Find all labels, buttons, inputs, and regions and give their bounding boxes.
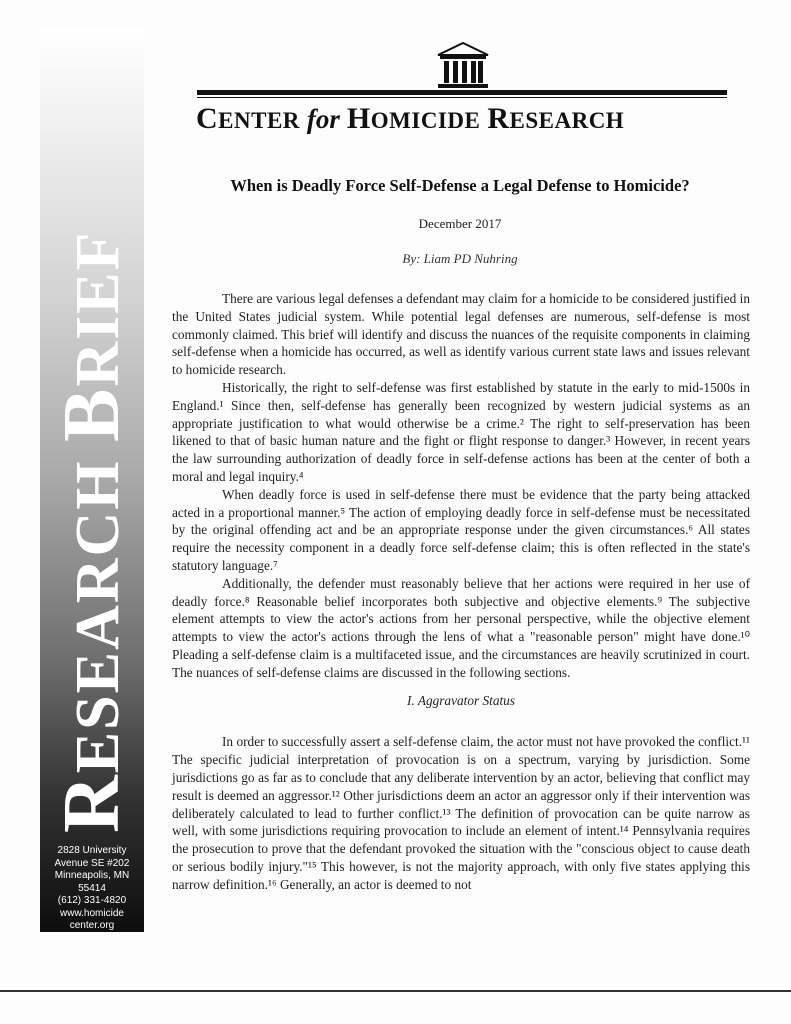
paragraph: Historically, the right to self-defense was first established by statute in the early to mid-1500s in England.¹ Since then, self-defense has generally been recognized by western judicial systems as an appropriate justification to what would otherwise be a crime.² The right to self-preservation has been likened to that of basic human nature and the fight or flight response to danger.³ However, in recent years the law surrounding authorization of deadly force in self-defense actions has been at the center of both a moral and legal inquiry.⁴ bbox=[172, 379, 750, 484]
header-rule bbox=[197, 90, 727, 95]
address-line: Minneapolis, MN bbox=[54, 870, 130, 881]
website-line: center.org bbox=[69, 920, 115, 931]
address-line: 2828 University bbox=[57, 845, 127, 856]
organization-name: CENTER for HOMICIDE RESEARCH bbox=[196, 102, 625, 135]
header-rule bbox=[197, 97, 727, 98]
research-brief-vertical-title: RESEARCH BRIEF bbox=[48, 230, 136, 833]
author-byline: By: Liam PD Nuhring bbox=[402, 251, 518, 266]
address-block bbox=[40, 845, 144, 933]
paragraph: Additionally, the defender must reasonably believe that her actions were required in her use of deadly force.⁸ Reasonable belief incorporates both subjective and objective elements.⁹ The subjective element attempts to view the actor's actions from her personal perspective, while the objective element attempts to view the actor's actions through the lens of what a "reasonable person" might have done.¹⁰ Pleading a self-defense claim is a multifaceted issue, and the circumstances are heavily scrutinized in court. The nuances of self-defense claims are discussed in the following sections. bbox=[172, 575, 750, 680]
paragraph: In order to successfully assert a self-defense claim, the actor must not have provoked the conflict.¹¹ The specific judicial interpretation of provocation is on a spectrum, varying by jurisdiction. Some jurisdictions go as far as to conclude that any deliberate intervention by an actor, believing that conflict may result is deemed an aggressor.¹² Other jurisdictions deem an actor an aggressor only if their intervention was deliberately calculated to lead to further conflict.¹³ The definition of provocation can be quite narrow as well, with some jurisdictions requiring provocation to include an element of intent.¹⁴ Pennsylvania requires the prosecution to prove that the defendant provoked the situation with the "conscious object to cause death or serious bodily injury."¹⁵ This however, is not the majority approach, with only five states applying this narrow definition.¹⁶ Generally, an actor is deemed to not bbox=[172, 734, 750, 892]
phone-number: (612) 331-4820 bbox=[57, 895, 127, 906]
document-body bbox=[172, 290, 750, 894]
document-title: When is Deadly Force Self-Defense a Legal Defense to Homicide? bbox=[230, 176, 690, 195]
address-line: Avenue SE #202 bbox=[54, 857, 130, 869]
website-line: www.homicide bbox=[60, 907, 124, 919]
section-heading: I. Aggravator Status bbox=[407, 692, 515, 708]
document-date: December 2017 bbox=[418, 216, 502, 231]
paragraph: There are various legal defenses a defendant may claim for a homicide to be considered justified in the United States judicial system. While potential legal defenses are numerous, self-defense is most commonly claimed. This brief will identify and discuss the nuances of the requisite components in claiming self-defense when a homicide has occurred, as well as identify various current state laws and issues relevant to homicide research. bbox=[172, 291, 750, 378]
building-columns-icon bbox=[434, 41, 492, 91]
page-bottom-rule bbox=[0, 990, 791, 992]
address-line: 55414 bbox=[78, 882, 106, 894]
paragraph: When deadly force is used in self-defense there must be evidence that the party being attacked acted in a proportional manner.⁵ The action of employing deadly force in self-defense must be necessitated by the original offending act and be an appropriate response under the given circumstances.⁶ All states require the necessity component in a deadly force self-defense claim; this is often reflected in the state's statutory language.⁷ bbox=[172, 486, 750, 573]
